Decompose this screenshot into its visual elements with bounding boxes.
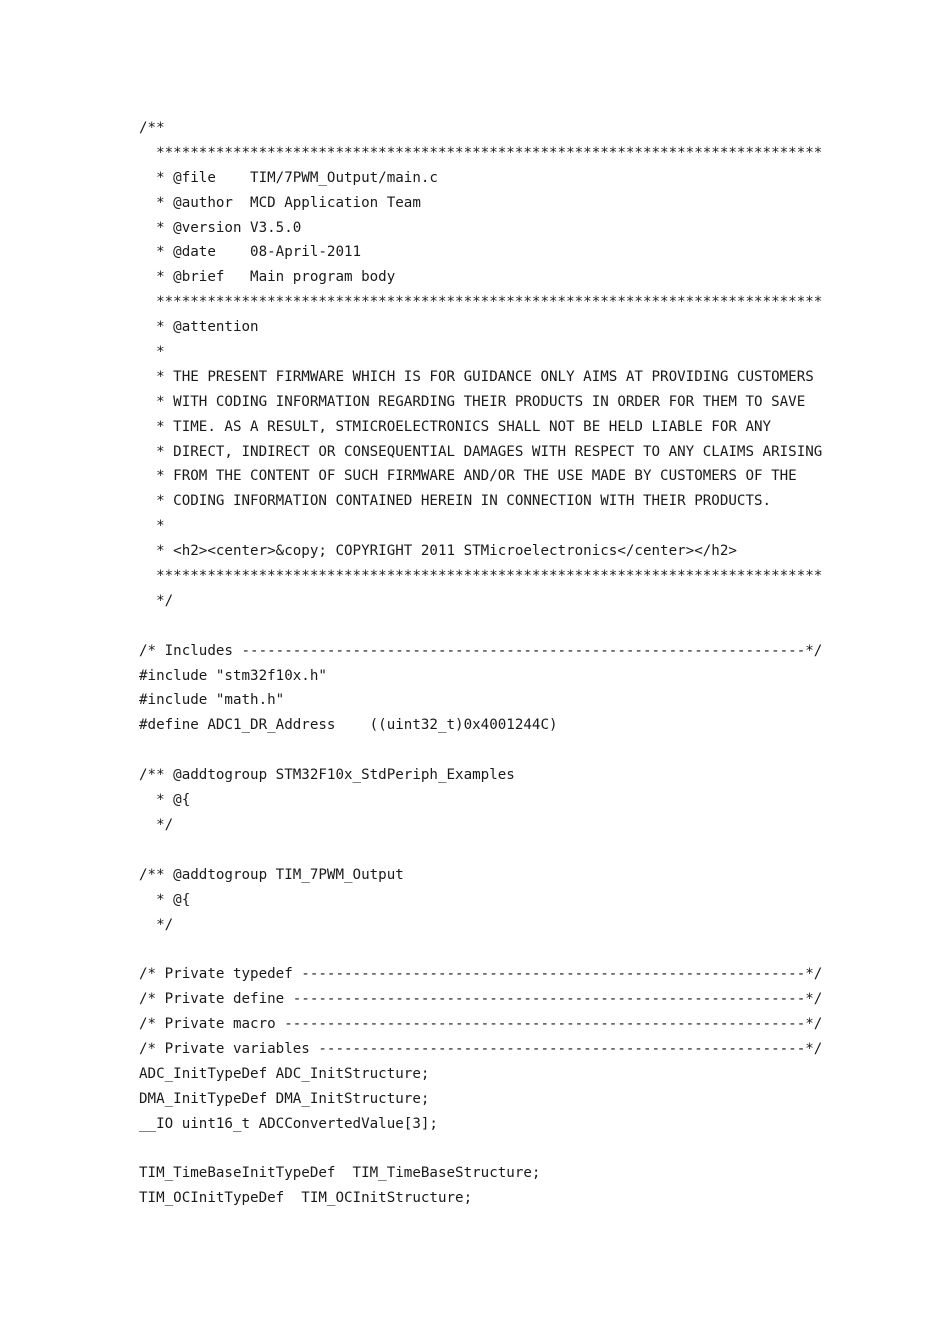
code-line: * @version V3.5.0 — [139, 219, 302, 236]
code-line: * WITH CODING INFORMATION REGARDING THEIR PRODUCTS IN ORDER FOR THEM TO SAVE — [139, 393, 806, 410]
code-line: #include "math.h" — [139, 692, 285, 709]
code-line: /** — [139, 120, 165, 136]
code-line: TIM_TimeBaseInitTypeDef TIM_TimeBaseStructure; — [139, 1165, 541, 1182]
code-line: */ — [139, 592, 174, 609]
code-line: * <h2><center>&copy; COPYRIGHT 2011 STMicroelectronics</center></h2> — [139, 543, 737, 560]
code-line: DMA_InitTypeDef DMA_InitStructure; — [139, 1090, 430, 1107]
code-line: * @author MCD Application Team — [139, 194, 421, 211]
source-code-listing — [139, 116, 822, 1211]
code-line: * THE PRESENT FIRMWARE WHICH IS FOR GUIDANCE ONLY AIMS AT PROVIDING CUSTOMERS — [139, 368, 814, 385]
code-line: /* Private define ------------------------------------------------------------*/ — [139, 991, 823, 1008]
code-line: * DIRECT, INDIRECT OR CONSEQUENTIAL DAMAGES WITH RESPECT TO ANY CLAIMS ARISING — [139, 443, 823, 460]
code-line: /* Private typedef -----------------------------------------------------------*/ — [139, 966, 823, 983]
code-line: __IO uint16_t ADCConvertedValue[3]; — [139, 1115, 438, 1132]
code-line — [139, 738, 822, 763]
code-line: /** @addtogroup TIM_7PWM_Output — [139, 866, 404, 883]
code-line: * @{ — [139, 792, 191, 809]
code-line: ****************************************************************************** — [139, 568, 823, 585]
code-line: * CODING INFORMATION CONTAINED HEREIN IN CONNECTION WITH THEIR PRODUCTS. — [139, 493, 772, 510]
code-line: * @brief Main program body — [139, 269, 396, 286]
code-line: * FROM THE CONTENT OF SUCH FIRMWARE AND/OR THE USE MADE BY CUSTOMERS OF THE — [139, 468, 797, 485]
code-line: * — [139, 344, 165, 361]
code-line: * @file TIM/7PWM_Output/main.c — [139, 169, 438, 186]
code-line: /* Private macro -------------------------------------------------------------*/ — [139, 1016, 823, 1033]
code-line — [139, 937, 822, 962]
code-line: * — [139, 518, 165, 535]
code-line — [139, 838, 822, 863]
code-line — [139, 614, 822, 639]
code-line: * @date 08-April-2011 — [139, 244, 362, 261]
code-line: ADC_InitTypeDef ADC_InitStructure; — [139, 1065, 430, 1082]
code-line: * @{ — [139, 891, 191, 908]
code-line: #define ADC1_DR_Address ((uint32_t)0x4001244C) — [139, 717, 558, 734]
code-line: /* Private variables ---------------------------------------------------------*/ — [139, 1040, 823, 1057]
code-line: /** @addtogroup STM32F10x_StdPeriph_Examples — [139, 767, 515, 784]
code-line: /* Includes ------------------------------------------------------------------*/ — [139, 642, 823, 659]
code-line: */ — [139, 816, 174, 833]
code-line: ****************************************************************************** — [139, 144, 823, 161]
code-line — [139, 1137, 822, 1162]
code-line: */ — [139, 916, 174, 933]
code-line: TIM_OCInitTypeDef TIM_OCInitStructure; — [139, 1190, 473, 1207]
code-line: * @attention — [139, 319, 259, 336]
code-line: ****************************************************************************** — [139, 294, 823, 311]
code-line: * TIME. AS A RESULT, STMICROELECTRONICS SHALL NOT BE HELD LIABLE FOR ANY — [139, 418, 772, 435]
code-line: #include "stm32f10x.h" — [139, 667, 327, 684]
